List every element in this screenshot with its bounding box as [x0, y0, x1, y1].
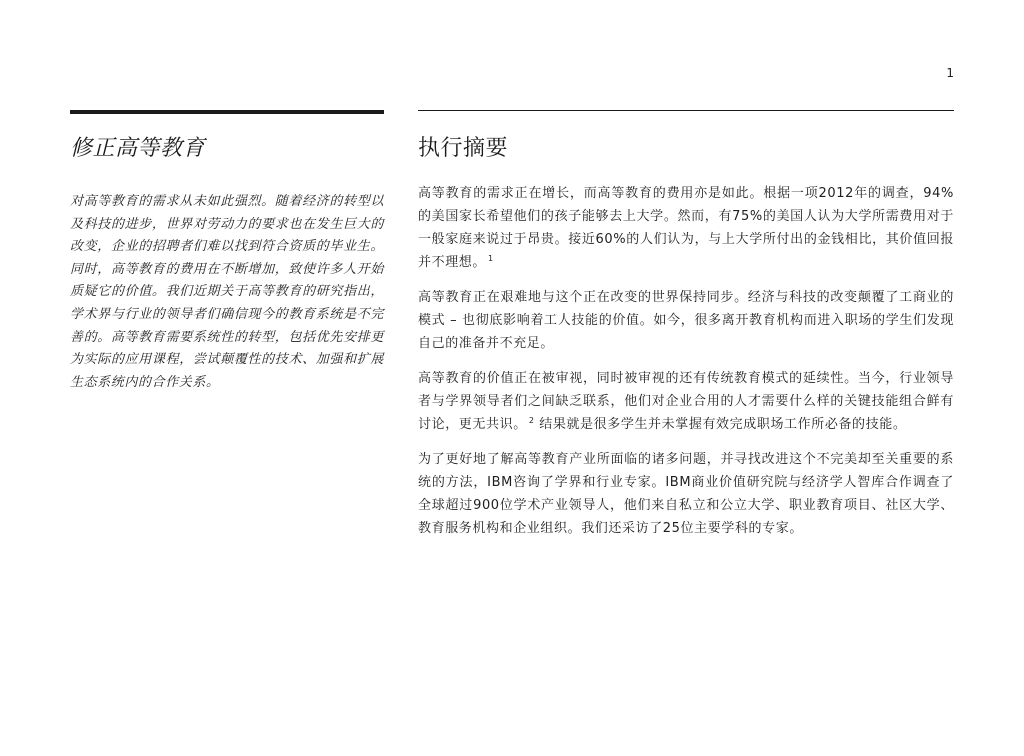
- summary-paragraph-2: [418, 286, 954, 355]
- left-column: [70, 110, 384, 394]
- summary-paragraph-4: [418, 448, 954, 540]
- right-title-rule: [418, 110, 954, 111]
- page-number: 1: [946, 66, 954, 80]
- executive-summary-body: [418, 182, 954, 540]
- executive-summary-title: 执行摘要: [418, 136, 509, 161]
- left-section-title: 修正高等教育: [70, 136, 206, 161]
- right-column: [418, 110, 954, 552]
- paragraph-text: 高等教育的需求正在增长，而高等教育的费用亦是如此。根据一项2012年的调查，94%的美国家长希望他们的孩子能够去上大学。然而，有75%的美国人认为大学所需费用对于一般家庭来说过于昂贵。接近60%的人们认为，与上大学所付出的金钱相比，其价值回报并不理想。: [418, 186, 954, 270]
- intro-paragraph: 对高等教育的需求从未如此强烈。随着经济的转型以及科技的进步，世界对劳动力的要求也在发生巨大的改变，企业的招聘者们难以找到符合资质的毕业生。同时，高等教育的费用在不断增加，致使许多人开始质疑它的价值。我们近期关于高等教育的研究指出，学术界与行业的领导者们确信现今的教育系统是不完善的。高等教育需要系统性的转型，包括优先安排更为实际的应用课程，尝试颠覆性的技术、加强和扩展生态系统内的合作关系。: [70, 194, 384, 390]
- summary-paragraph-1: [418, 182, 954, 274]
- footnote-marker: 1: [488, 253, 494, 263]
- footnote-marker: 2: [528, 415, 535, 425]
- paragraph-text-continued: 结果就是很多学生并未掌握有效完成职场工作所必备的技能。: [534, 417, 907, 432]
- paragraph-text: 为了更好地了解高等教育产业所面临的诸多问题，并寻找改进这个不完美却至关重要的系统的方法，IBM咨询了学界和行业专家。IBM商业价值研究院与经济学人智库合作调查了全球超过900位学术产业领导人，他们来自私立和公立大学、职业教育项目、社区大学、教育服务机构和企业组织。我们还采访了25位主要学科的专家。: [418, 452, 954, 536]
- paragraph-text: 高等教育正在艰难地与这个正在改变的世界保持同步。经济与科技的改变颠覆了工商业的模式 – 也彻底影响着工人技能的价值。如今，很多离开教育机构而进入职场的学生们发现自己的准备并不充足。: [418, 290, 954, 351]
- paragraph-text: 高等教育的价值正在被审视，同时被审视的还有传统教育模式的延续性。当今，行业领导者与学界领导者们之间缺乏联系，他们对企业合用的人才需要什么样的关键技能组合鲜有讨论，更无共识。: [418, 371, 954, 432]
- summary-paragraph-3: [418, 367, 954, 436]
- left-title-rule: [70, 110, 384, 114]
